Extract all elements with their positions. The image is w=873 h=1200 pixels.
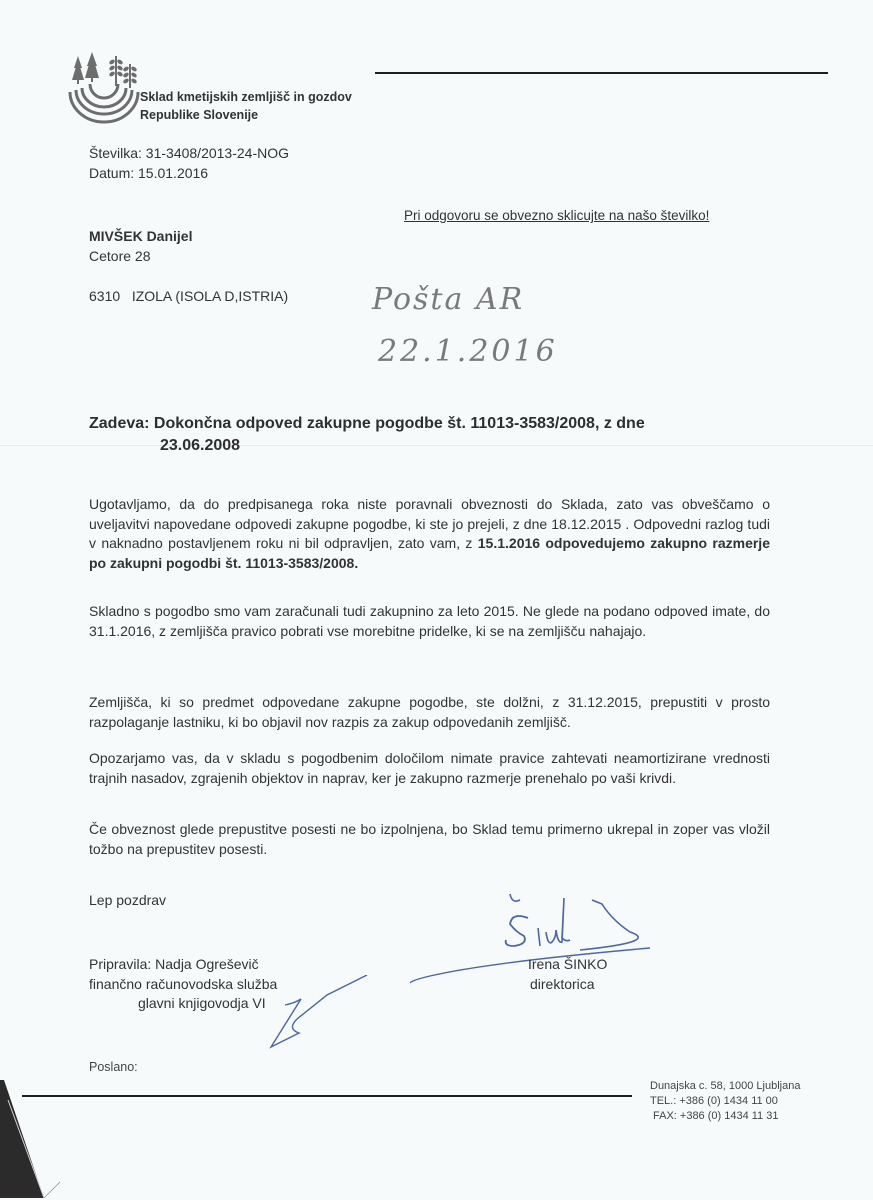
body-paragraph-4: Opozarjamo vas, da v skladu s pogodbenim določilom nimate pravice zahtevati neamortizirane vrednosti trajnih nasadov, zgrajenih objektov in naprav, ker je zakupno razmerje prenehalo po vaši krivdi. [89,750,770,786]
body-paragraph-1-text: Ugotavljamo, da do predpisanega roka niste poravnali obveznosti do Sklada, zato vas obveščamo o uveljavitvi napovedane odpovedi zakupne pogodbe, ki ste jo prejeli, z dne 18.12.2015 . Odpovedni razlog tudi v naknadno postavljenem roku ni bil odpravljen, zato vam, z [89,496,770,551]
body-paragraph-1-bold: 15.1.2016 odpovedujemo zakupno razmerje po zakupni pogodbi št. 11013-3583/2008. [89,535,770,571]
organization-line-1: Sklad kmetijskih zemljišč in gozdov [140,90,352,104]
recipient-street: Cetore 28 [89,248,151,264]
position: glavni knjigovodja VI [138,995,266,1011]
signature-text: Šinko [520,948,523,949]
handwritten-note [370,275,610,375]
reference-date: Datum: 15.01.2016 [89,165,209,181]
scan-edge [0,1080,60,1200]
recipient-postal [89,287,288,306]
subject-line-2: 23.06.2008 [160,437,241,454]
handwritten-note-line-2: 22.1.2016 [378,334,558,369]
department: finančno računovodska služba [89,975,278,992]
preparer-initials [265,975,375,1055]
sent-to-label: Poslano: [89,1060,138,1074]
footer-rule [22,1095,632,1097]
signer-block [528,955,607,994]
organization-name [140,88,352,124]
organization-line-2: Republike Slovenije [140,108,259,122]
footer-address: Dunajska c. 58, 1000 Ljubljana [650,1080,801,1092]
header-rule [375,72,828,74]
signer-name: Irena ŠINKO [528,956,608,972]
handwritten-note-line-1: Pošta AR [372,282,525,317]
footer-contact [650,1079,800,1124]
reference-block [89,143,289,183]
body-paragraph-3: Zemljišča, ki so predmet odpovedane zakupne pogodbe, ste dolžni, z 31.12.2015, prepustiti v prosto razpolaganje lastniku, ki bo objavil nov razpis za zakup odpovedanih zemljišč. [89,694,770,730]
subject-block [89,413,645,457]
body-paragraph-5: Če obveznost glede prepustitve posesti ne bo izpolnjena, bo Sklad temu primerno ukrepal in zoper vas vložil tožbo na prepustitev posesti. [89,821,770,857]
signer-role: direktorica [530,975,595,992]
prepared-by: Pripravila: Nadja Ogreševič [89,956,259,972]
reference-notice: Pri odgovoru se obvezno sklicujte na našo številko! [404,208,710,223]
reference-number: Številka: 31-3408/2013-24-NOG [89,145,289,161]
body-paragraph-1 [89,495,770,573]
footer-tel: TEL.: +386 (0) 1434 11 00 [650,1095,778,1107]
prepared-by-block [89,955,277,1014]
body-paragraph-2: Skladno s pogodbo smo vam zaračunali tudi zakupnino za leto 2015. Ne glede na podano odpoved imate, do 31.1.2016, z zemljišča pravico pobrati vse morebitne pridelke, ki se na zemljišču nahajajo. [89,603,770,639]
recipient-name: MIVŠEK Danijel [89,228,193,244]
greeting: Lep pozdrav [89,892,167,908]
recipient-postal-text: 6310 IZOLA (ISOLA D,ISTRIA) [89,288,289,304]
subject-line-1: Zadeva: Dokončna odpoved zakupne pogodbe št. 11013-3583/2008, z dne [89,415,645,432]
wheat-icon [108,56,137,88]
footer-fax: FAX: +386 (0) 1434 11 31 [653,1110,779,1122]
recipient-block [89,226,192,266]
